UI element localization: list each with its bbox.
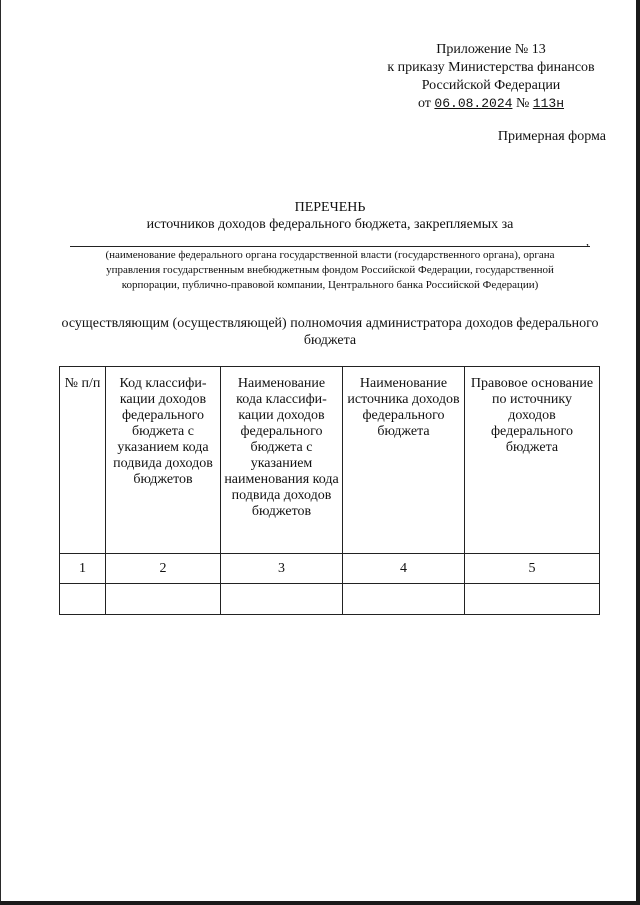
order-number: 113н	[532, 96, 565, 111]
page-edge-left	[0, 0, 1, 905]
date-prefix: от	[417, 96, 431, 111]
table-header-row	[60, 367, 600, 554]
form-type-label: Примерная форма	[497, 129, 606, 144]
table-cell	[106, 584, 221, 615]
fill-in-note: (наименование федерального органа государственной власти (государственного органа), органа управления государственным внебюджетным фондом Российской Федерации, государственной корпорации, публично-правовой компании, Центрального банка Российской Федерации)	[105, 249, 555, 291]
table-cell	[221, 584, 343, 615]
appendix-date-line	[376, 95, 606, 113]
table-cell	[60, 584, 106, 615]
fill-in-comma: ,	[586, 234, 589, 248]
column-number: 1	[60, 554, 106, 584]
number-prefix: №	[515, 96, 530, 111]
fill-in-line	[70, 246, 590, 247]
table-row	[60, 584, 600, 615]
table-cell	[343, 584, 465, 615]
column-number: 4	[343, 554, 465, 584]
appendix-country: Российской Федерации	[421, 78, 561, 93]
page-edge-bottom	[0, 901, 640, 905]
document-title: ПЕРЕЧЕНЬ	[294, 200, 366, 215]
column-number: 3	[221, 554, 343, 584]
appendix-order-ref: к приказу Министерства финансов	[387, 60, 595, 75]
header-number: № п/п	[60, 367, 106, 554]
header-source-name: Наименование источника доходов федерального бюджета	[343, 367, 465, 554]
column-number: 5	[465, 554, 600, 584]
table-column-numbers-row	[60, 554, 600, 584]
header-code: Код классифи-кации доходов федерального бюджета с указанием кода подвида доходов бюджетов	[106, 367, 221, 554]
page-edge-right	[636, 0, 640, 905]
column-number: 2	[106, 554, 221, 584]
order-date: 06.08.2024	[434, 96, 513, 111]
header-legal-basis: Правовое основание по источнику доходов федерального бюджета	[465, 367, 600, 554]
document-subtitle: источников доходов федерального бюджета, закрепляемых за	[146, 217, 514, 232]
appendix-number: Приложение № 13	[436, 42, 546, 57]
header-code-name: Наименование кода классифи-кации доходов федерального бюджета с указанием наименования кода подвида доходов бюджетов	[221, 367, 343, 554]
intro-text: осуществляющим (осуществляющей) полномочия администратора доходов федерального бюджета	[61, 316, 599, 348]
table-cell	[465, 584, 600, 615]
revenue-sources-table	[59, 366, 600, 615]
appendix-header	[376, 41, 606, 113]
